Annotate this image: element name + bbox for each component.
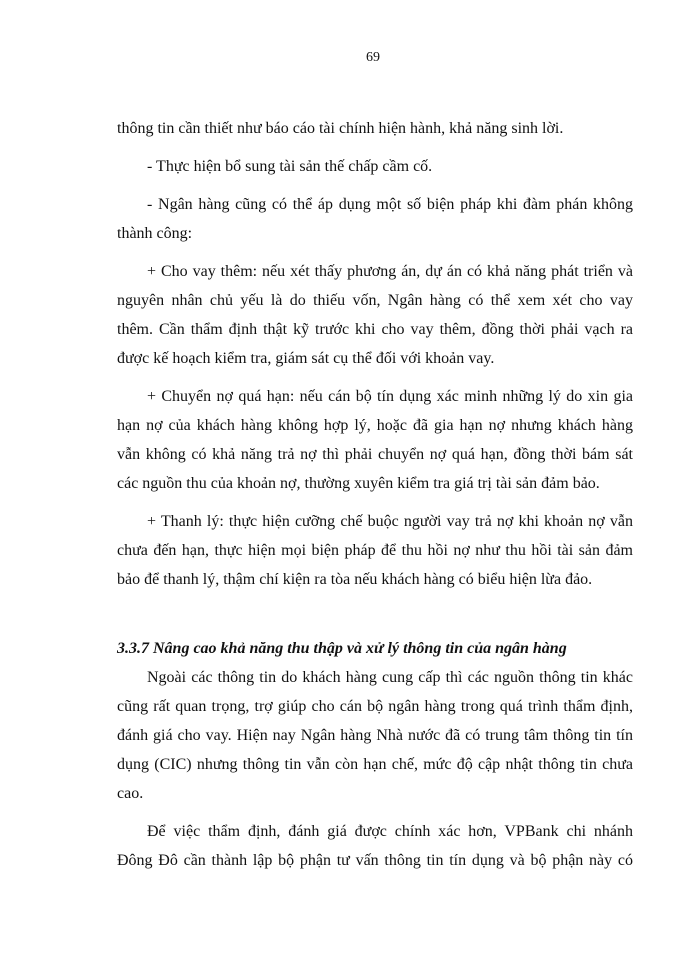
text-line: thông tin cần thiết như báo cáo tài chính hiện hành, khả năng sinh lời. xyxy=(117,120,564,137)
text-line: nguyên nhân chủ yếu là do thiếu vốn, Ngân hàng có thể xem xét cho vay xyxy=(117,292,633,309)
text-line: Đông Đô cần thành lập bộ phận tư vấn thông tin tín dụng và bộ phận này có xyxy=(117,852,633,869)
paragraph xyxy=(117,152,633,181)
text-line: đánh giá cho vay. Hiện nay Ngân hàng Nhà nước đã có trung tâm thông tin tín xyxy=(117,727,633,744)
text-line: 3.3.7 Nâng cao khả năng thu thập và xử lý thông tin của ngân hàng xyxy=(117,640,567,657)
text-line: - Ngân hàng cũng có thể áp dụng một số biện pháp khi đàm phán không xyxy=(147,196,633,213)
paragraph xyxy=(117,114,633,143)
text-line: - Thực hiện bổ sung tài sản thế chấp cầm cố. xyxy=(147,158,433,175)
text-line: thành công: xyxy=(117,225,193,242)
paragraph xyxy=(117,663,633,808)
text-line: + Thanh lý: thực hiện cưỡng chế buộc người vay trả nợ khi khoản nợ vẫn xyxy=(147,513,633,530)
text-line: vẫn không có khả năng trả nợ thì phải chuyển nợ quá hạn, đồng thời bám sát xyxy=(117,446,633,463)
text-line: bảo để thanh lý, thậm chí kiện ra tòa nếu khách hàng có biểu hiện lừa đảo. xyxy=(117,571,593,588)
text-line: chưa đến hạn, thực hiện mọi biện pháp để thu hồi nợ như thu hồi tài sản đảm xyxy=(117,542,633,559)
text-line: được kế hoạch kiểm tra, giám sát cụ thể đối với khoản vay. xyxy=(117,350,495,367)
text-line: hạn nợ của khách hàng không hợp lý, hoặc đã gia hạn nợ nhưng khách hàng xyxy=(117,417,633,434)
section-heading xyxy=(117,634,633,663)
paragraph xyxy=(117,817,633,875)
paragraph xyxy=(117,507,633,594)
text-line: cũng rất quan trọng, trợ giúp cho cán bộ ngân hàng trong quá trình thẩm định, xyxy=(117,698,633,715)
text-line: Ngoài các thông tin do khách hàng cung cấp thì các nguồn thông tin khác xyxy=(147,669,633,686)
text-line: dụng (CIC) nhưng thông tin vẫn còn hạn chế, mức độ cập nhật thông tin chưa xyxy=(117,756,633,773)
text-line: thêm. Cần thẩm định thật kỹ trước khi cho vay thêm, đồng thời phải vạch ra xyxy=(117,321,633,338)
text-line: Để việc thẩm định, đánh giá được chính xác hơn, VPBank chi nhánh xyxy=(147,823,633,840)
text-line: + Chuyển nợ quá hạn: nếu cán bộ tín dụng xác minh những lý do xin gia xyxy=(147,388,633,405)
document-body xyxy=(117,114,633,884)
page-number: 69 xyxy=(366,50,380,65)
text-line: các nguồn thu của khoản nợ, thường xuyên kiểm tra giá trị tài sản đảm bảo. xyxy=(117,475,600,492)
paragraph xyxy=(117,382,633,498)
text-line: + Cho vay thêm: nếu xét thấy phương án, dự án có khả năng phát triển và xyxy=(147,263,633,280)
paragraph xyxy=(117,257,633,373)
text-line: cao. xyxy=(117,785,144,802)
paragraph xyxy=(117,190,633,248)
